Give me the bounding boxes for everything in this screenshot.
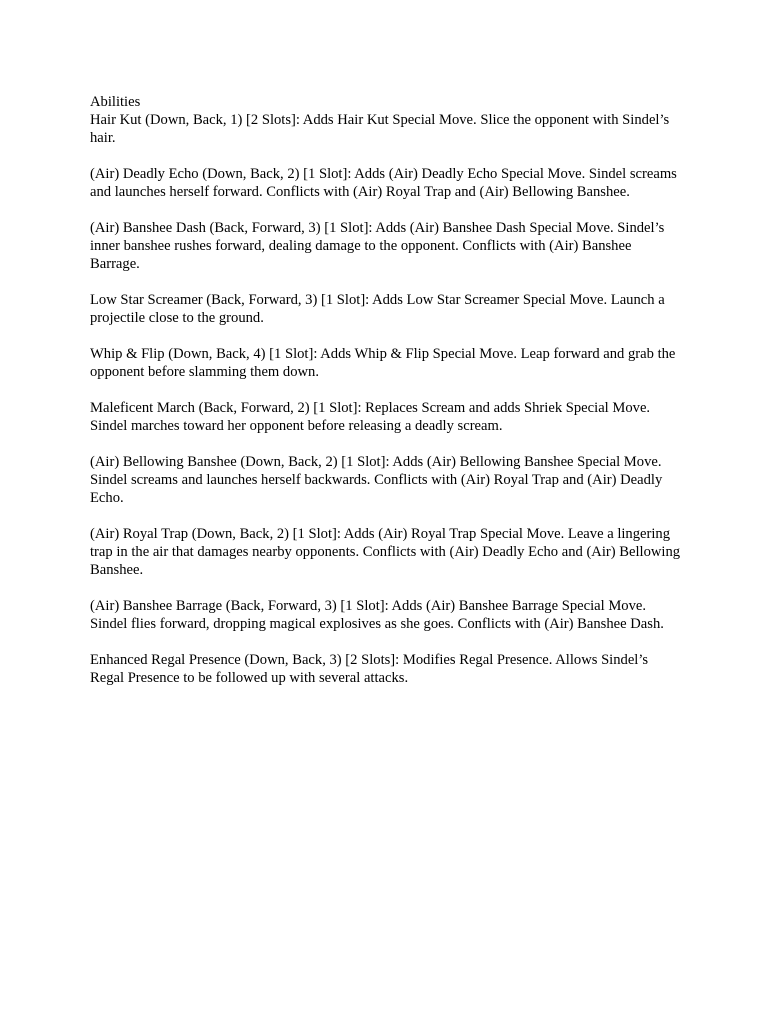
ability-paragraph: Maleficent March (Back, Forward, 2) [1 Slot]: Replaces Scream and adds Shriek Special Move. Sindel marches toward her opponent before releasing a deadly scream. [90,400,651,434]
ability-paragraph: Whip & Flip (Down, Back, 4) [1 Slot]: Adds Whip & Flip Special Move. Leap forward and grab the opponent before slamming them down. [90,346,676,380]
document-heading: Abilities [90,94,141,110]
ability-paragraph: (Air) Banshee Barrage (Back, Forward, 3) [1 Slot]: Adds (Air) Banshee Barrage Special Move. Sindel flies forward, dropping magical explosives as she goes. Conflicts with (Air) Banshee Dash. [90,598,664,632]
ability-paragraph: Low Star Screamer (Back, Forward, 3) [1 Slot]: Adds Low Star Screamer Special Move. Launch a projectile close to the ground. [90,292,665,326]
ability-paragraph: Enhanced Regal Presence (Down, Back, 3) [2 Slots]: Modifies Regal Presence. Allows Sindel’s Regal Presence to be followed up with several attacks. [90,652,649,686]
ability-list [90,111,682,687]
ability-paragraph: (Air) Royal Trap (Down, Back, 2) [1 Slot]: Adds (Air) Royal Trap Special Move. Leave a lingering trap in the air that damages nearby opponents. Conflicts with (Air) Deadly Echo and (Air) Bellowing Banshee. [90,526,681,578]
ability-paragraph: Hair Kut (Down, Back, 1) [2 Slots]: Adds Hair Kut Special Move. Slice the opponent with Sindel’s hair. [90,112,670,146]
ability-paragraph: (Air) Banshee Dash (Back, Forward, 3) [1 Slot]: Adds (Air) Banshee Dash Special Move. Sindel’s inner banshee rushes forward, dealing damage to the opponent. Conflicts with (Air) Banshee Barrage. [90,220,665,272]
document-page [90,93,682,705]
ability-paragraph: (Air) Deadly Echo (Down, Back, 2) [1 Slot]: Adds (Air) Deadly Echo Special Move. Sindel screams and launches herself forward. Conflicts with (Air) Royal Trap and (Air) Bellowing Banshee. [90,166,677,200]
ability-paragraph: (Air) Bellowing Banshee (Down, Back, 2) [1 Slot]: Adds (Air) Bellowing Banshee Special Move. Sindel screams and launches herself backwards. Conflicts with (Air) Royal Trap and (Air) Deadly Echo. [90,454,663,506]
